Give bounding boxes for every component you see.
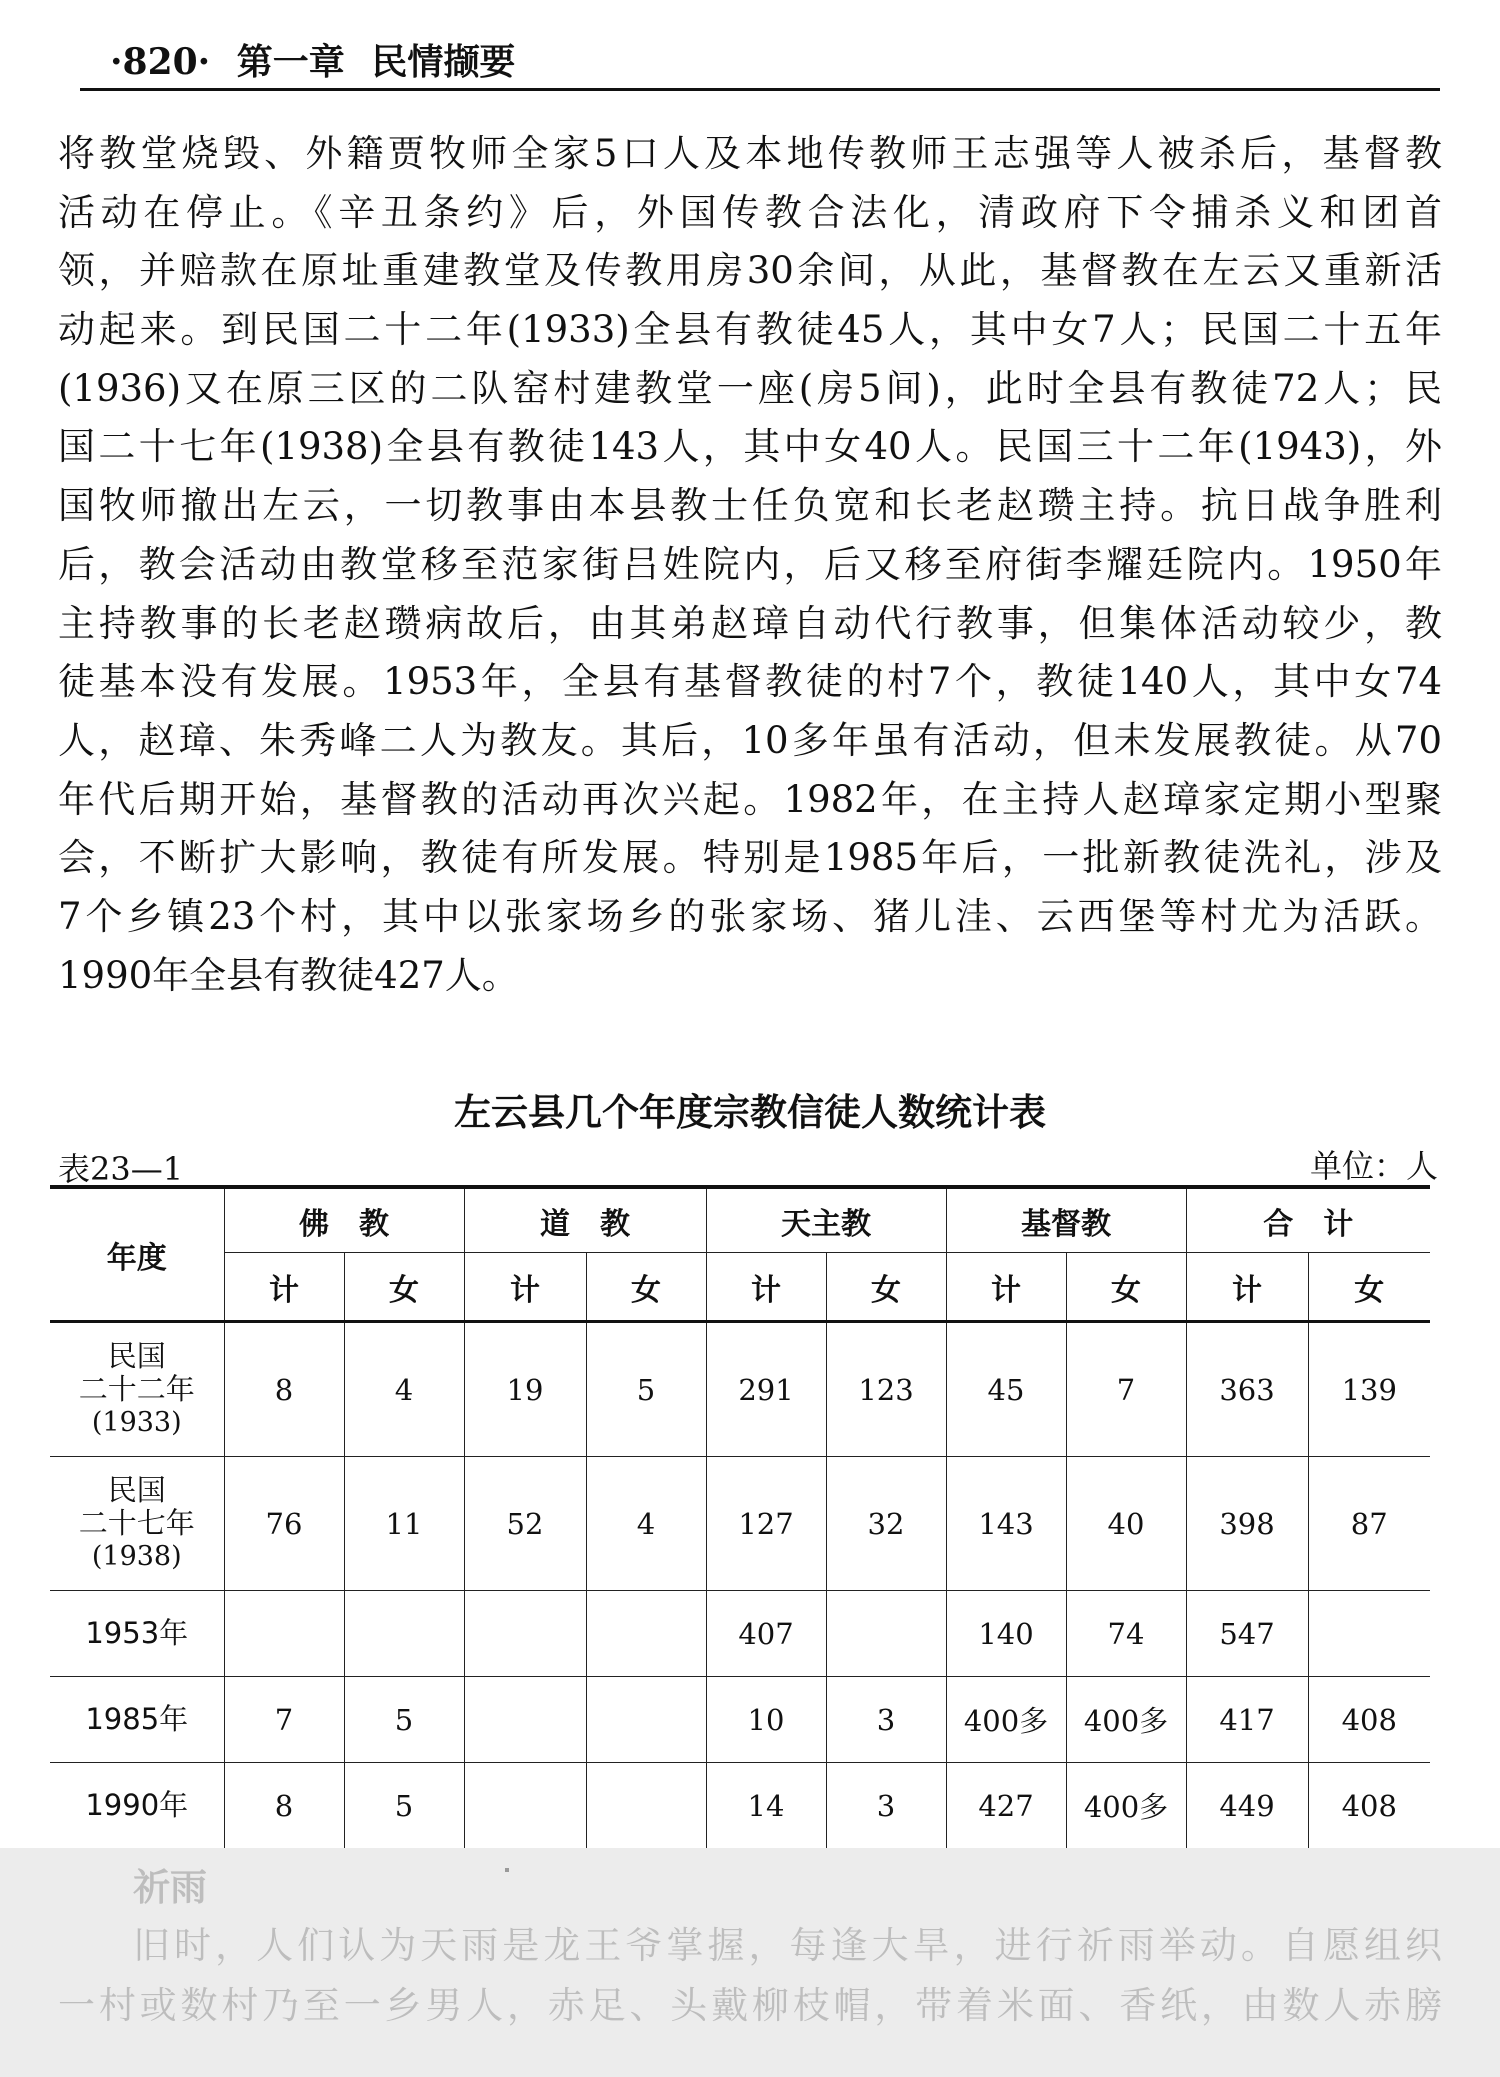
table-cell [586,1677,706,1763]
table-cell [224,1591,344,1677]
paragraph-line: 后，教会活动由教堂移至范家街吕姓院内，后又移至府街李耀廷院内。1950年 [58,542,1442,586]
table-cell: 14 [706,1763,826,1851]
table-cell: 5 [344,1677,464,1763]
table-cell [464,1763,586,1851]
body-paragraph [58,125,1442,1005]
table-cell: 408 [1308,1677,1430,1763]
table-cell [1308,1591,1430,1677]
table-cell: 417 [1186,1677,1308,1763]
table-unit: 单位：人 [1309,1147,1438,1185]
subheader-female: 女 [826,1253,946,1322]
subheader-total: 计 [224,1253,344,1322]
header-group-buddhism: 佛 教 [224,1187,464,1253]
table-cell [826,1591,946,1677]
table-cell: 449 [1186,1763,1308,1851]
header-group-catholic: 天主教 [706,1187,946,1253]
year-cell: 民国 二十二年 (1933) [50,1322,224,1457]
paragraph-line: 年代后期开始，基督教的活动再次兴起。1982年，在主持人赵璋家定期小型聚 [58,777,1442,821]
paragraph-line: 1990年全县有教徒427人。 [58,953,519,997]
table-cell: 143 [946,1457,1066,1591]
subheader-total: 计 [706,1253,826,1322]
table-cell: 7 [1066,1322,1186,1457]
table-cell: 407 [706,1591,826,1677]
subheader-female: 女 [586,1253,706,1322]
table-cell: 45 [946,1322,1066,1457]
table-cell: 547 [1186,1591,1308,1677]
table-row [50,1591,1430,1677]
table-cell: 3 [826,1763,946,1851]
page-header [80,28,1440,92]
subheader-female: 女 [344,1253,464,1322]
table-cell [464,1591,586,1677]
faded-paragraph-line: 一村或数村乃至一乡男人，赤足、头戴柳枝帽，带着米面、香纸，由数人赤膀 [58,1984,1442,2027]
table-cell: 19 [464,1322,586,1457]
section-heading: 祈雨 [133,1866,207,1909]
table-cell: 10 [706,1677,826,1763]
paragraph-line: 主持教事的长老赵瓒病故后，由其弟赵璋自动代行教事，但集体活动较少，教 [58,601,1442,645]
table-cell: 408 [1308,1763,1430,1851]
table-cell: 5 [586,1322,706,1457]
table-cell: 400多 [946,1677,1066,1763]
faded-paragraph-line: 旧时，人们认为天雨是龙王爷掌握，每逢大旱，进行祈雨举动。自愿组织 [133,1924,1442,1967]
table-number: 表23—1 [58,1150,184,1188]
table-cell: 8 [224,1322,344,1457]
table-cell: 3 [826,1677,946,1763]
section-label: 民情撷要 [371,41,516,83]
header-year: 年度 [50,1187,224,1322]
table-cell: 8 [224,1763,344,1851]
header-group-total: 合 计 [1186,1187,1430,1253]
table-cell: 52 [464,1457,586,1591]
paragraph-line: 领，并赔款在原址重建教堂及传教用房30余间，从此，基督教在左云又重新活 [58,249,1442,293]
table-row [50,1763,1430,1851]
subheader-female: 女 [1308,1253,1430,1322]
table-title: 左云县几个年度宗教信徒人数统计表 [454,1091,1046,1134]
table-cell: 400多 [1066,1763,1186,1851]
table-cell [586,1763,706,1851]
paragraph-line: 会，不断扩大影响，教徒有所发展。特别是1985年后，一批新教徒洗礼，涉及 [58,836,1442,880]
page-number: ·820· [110,41,211,83]
table-cell [586,1591,706,1677]
header-group-christian: 基督教 [946,1187,1186,1253]
table-cell: 291 [706,1322,826,1457]
table-cell: 139 [1308,1322,1430,1457]
header-group-taoism: 道 教 [464,1187,706,1253]
chapter-label: 第一章 [236,41,345,83]
table-cell: 398 [1186,1457,1308,1591]
table-cell: 127 [706,1457,826,1591]
subheader-total: 计 [1186,1253,1308,1322]
paragraph-line: 7个乡镇23个村，其中以张家场乡的张家场、猪儿洼、云西堡等村尤为活跃。 [58,894,1442,938]
table-cell: 40 [1066,1457,1186,1591]
table-cell: 7 [224,1677,344,1763]
table-cell: 74 [1066,1591,1186,1677]
paragraph-line: 活动在停止。《辛丑条约》后，外国传教合法化，清政府下令捕杀义和团首 [58,190,1442,234]
paragraph-line: 徒基本没有发展。1953年，全县有基督教徒的村7个，教徒140人，其中女74 [58,660,1442,704]
table-cell: 76 [224,1457,344,1591]
table-row [50,1457,1430,1591]
table-cell: 11 [344,1457,464,1591]
subheader-total: 计 [946,1253,1066,1322]
year-cell: 1985年 [50,1677,224,1763]
paragraph-line: 人，赵璋、朱秀峰二人为教友。其后，10多年虽有活动，但未发展教徒。从70 [58,718,1442,762]
header-text [110,34,529,85]
header-rule [80,88,1440,91]
table-cell [344,1591,464,1677]
table-row [50,1677,1430,1763]
year-cell: 1990年 [50,1763,224,1851]
table-cell: 87 [1308,1457,1430,1591]
table-cell: 4 [344,1322,464,1457]
paragraph-line: 将教堂烧毁、外籍贾牧师全家5口人及本地传教师王志强等人被杀后，基督教 [58,132,1442,175]
table-cell: 123 [826,1322,946,1457]
table-cell: 140 [946,1591,1066,1677]
table-cell: 5 [344,1763,464,1851]
subheader-female: 女 [1066,1253,1186,1322]
year-cell: 民国 二十七年 (1938) [50,1457,224,1591]
table-cell: 32 [826,1457,946,1591]
paragraph-line: 国牧师撤出左云，一切教事由本县教士任负宽和长老赵瓒主持。抗日战争胜利 [58,484,1442,528]
subheader-total: 计 [464,1253,586,1322]
religion-stats-table [50,1185,1430,1852]
table-cell: 363 [1186,1322,1308,1457]
table-cell: 427 [946,1763,1066,1851]
paragraph-line: (1936)又在原三区的二队窑村建教堂一座(房5间)，此时全县有教徒72人；民 [58,366,1442,410]
paragraph-line: 国二十七年(1938)全县有教徒143人，其中女40人。民国三十二年(1943)，外 [58,425,1442,469]
table-cell: 4 [586,1457,706,1591]
year-cell: 1953年 [50,1591,224,1677]
table-cell: 400多 [1066,1677,1186,1763]
table-cell [464,1677,586,1763]
table-row [50,1322,1430,1457]
paragraph-line: 动起来。到民国二十二年(1933)全县有教徒45人，其中女7人；民国二十五年 [58,308,1442,352]
